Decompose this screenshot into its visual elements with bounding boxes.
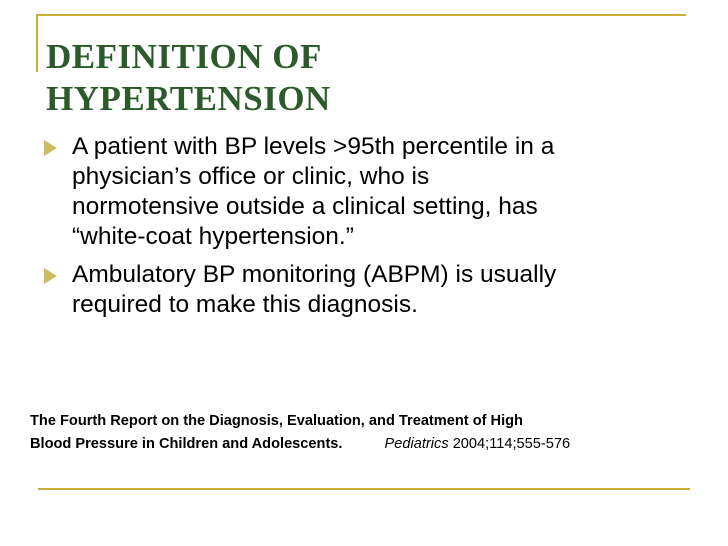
- bullet-item: [38, 260, 688, 320]
- citation-title-end: Blood Pressure in Children and Adolescents.: [30, 436, 343, 452]
- journal-name: Pediatrics: [384, 436, 449, 452]
- title-line-1: DEFINITION OF: [46, 37, 322, 76]
- bullet-text-line: A patient with BP levels >95th percentile in a: [72, 133, 555, 160]
- bullet-item: [38, 132, 688, 252]
- bottom-rule: [38, 488, 690, 490]
- triangle-bullet-icon: [44, 268, 57, 284]
- bullet-list: [38, 132, 688, 328]
- bullet-text-line: normotensive outside a clinical setting, has: [72, 193, 538, 220]
- bullet-text-line: physician’s office or clinic, who is: [72, 163, 430, 190]
- citation-journal: [385, 436, 571, 452]
- citation: [30, 410, 710, 456]
- title-line-2: HYPERTENSION: [46, 79, 331, 118]
- top-rule: [36, 14, 686, 16]
- journal-ref: 2004;114;555-576: [452, 436, 571, 452]
- left-rule: [36, 14, 38, 72]
- bullet-text-line: required to make this diagnosis.: [72, 291, 418, 318]
- slide-title: [46, 36, 331, 120]
- bullet-text-line: “white-coat hypertension.”: [72, 223, 354, 250]
- bullet-text-line: Ambulatory BP monitoring (ABPM) is usually: [72, 261, 557, 288]
- triangle-bullet-icon: [44, 140, 57, 156]
- citation-line-1: The Fourth Report on the Diagnosis, Evaluation, and Treatment of High: [30, 413, 523, 429]
- citation-line-2: [30, 433, 710, 456]
